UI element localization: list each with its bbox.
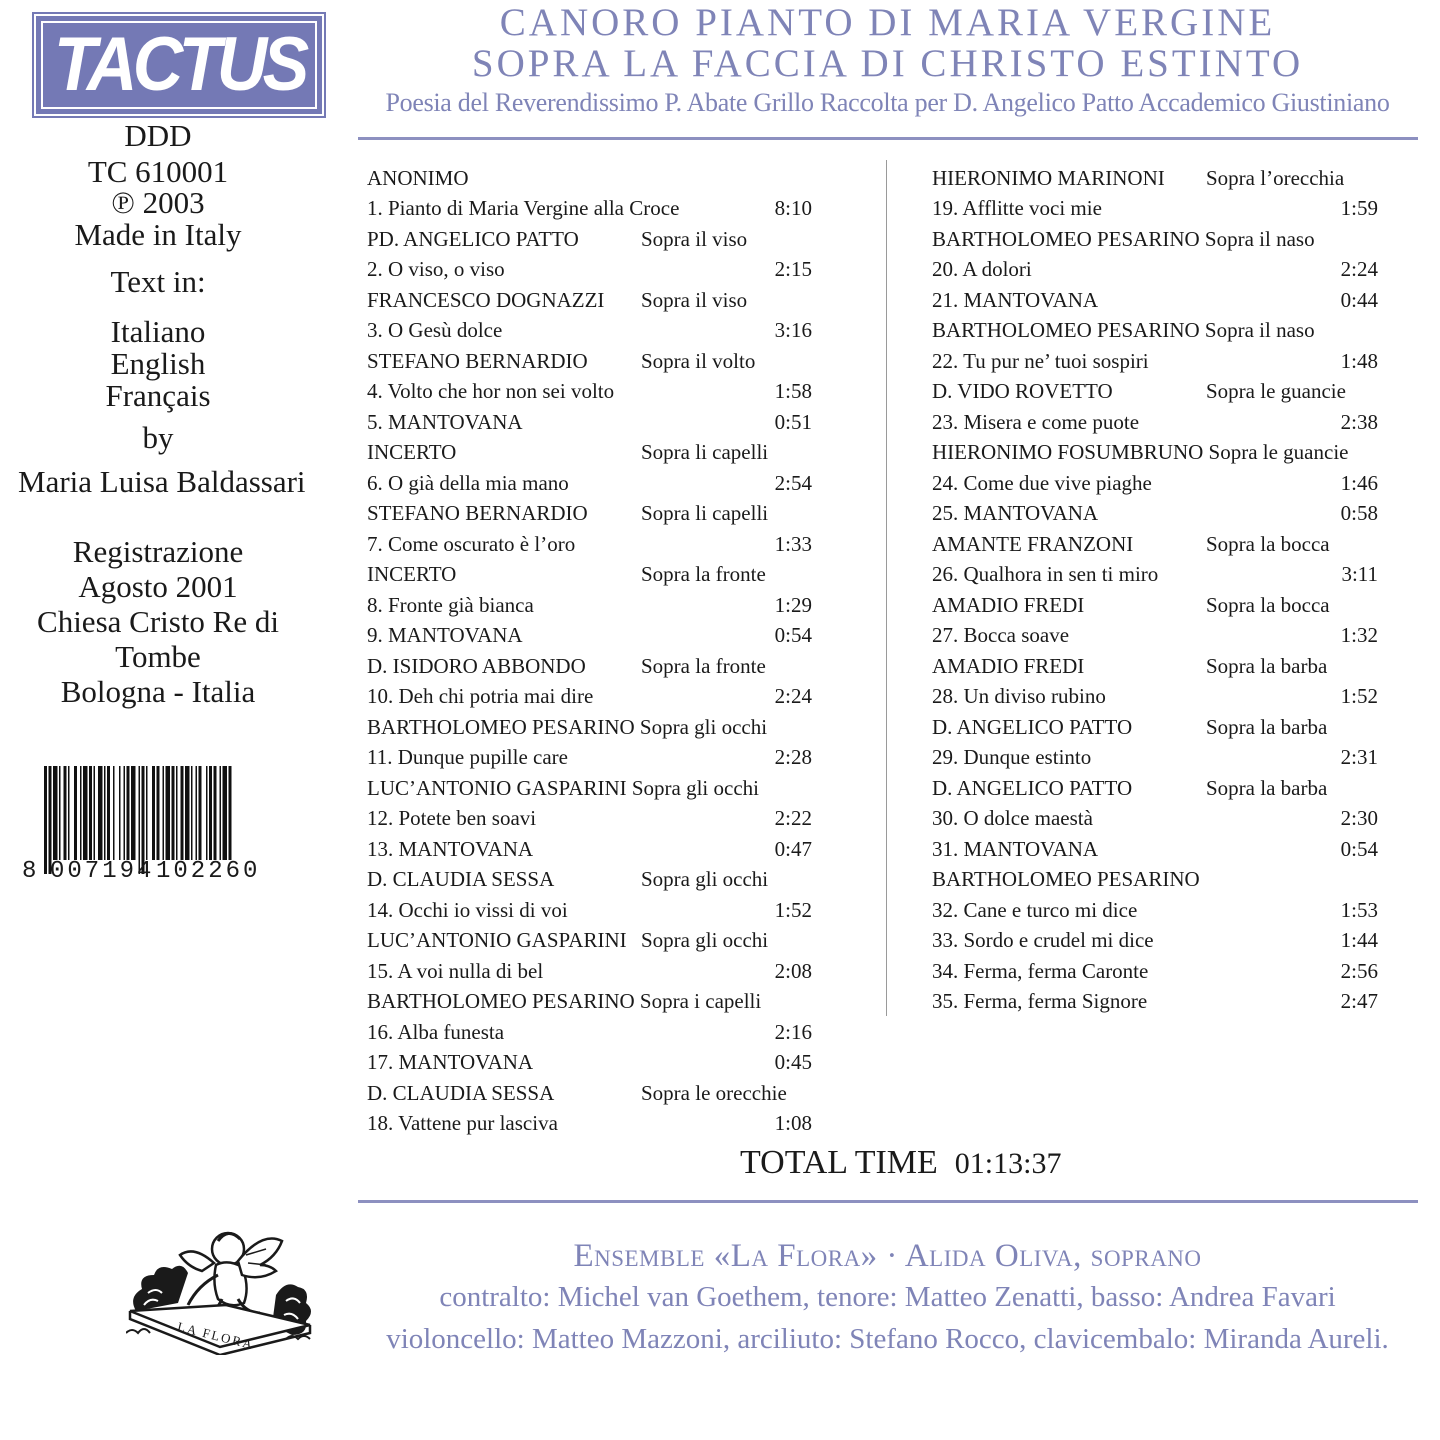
track-duration: 1:52 bbox=[1340, 684, 1378, 708]
language-francais: Français bbox=[105, 378, 211, 413]
track-title: 12. Potete ben soavi bbox=[367, 806, 537, 830]
track-duration: 0:54 bbox=[774, 623, 812, 647]
track-row bbox=[932, 896, 1378, 927]
composer-row bbox=[932, 713, 1378, 744]
composer-name: STEFANO BERNARDIO bbox=[367, 348, 588, 373]
track-title: 28. Un diviso rubino bbox=[932, 684, 1106, 708]
composer-row bbox=[932, 378, 1378, 409]
track-duration: 2:22 bbox=[774, 806, 812, 830]
body-part-label: Sopra il viso bbox=[641, 226, 748, 251]
track-row bbox=[367, 622, 812, 653]
recording-date: Agosto 2001 bbox=[78, 569, 238, 604]
composer-row bbox=[367, 347, 812, 378]
track-duration: 1:08 bbox=[774, 1111, 812, 1135]
track-row bbox=[367, 957, 812, 988]
track-duration: 1:52 bbox=[774, 897, 812, 922]
body-part-label: Sopra la fronte bbox=[641, 653, 766, 678]
composer-name: PD. ANGELICO PATTO bbox=[367, 226, 579, 251]
track-duration: 2:28 bbox=[774, 745, 812, 769]
phono-year: ℗ 2003 bbox=[111, 185, 205, 220]
composer-name: LUC’ANTONIO GASPARINI Sopra gli occhi bbox=[367, 775, 759, 800]
language-english: English bbox=[110, 346, 206, 381]
track-title: 9. MANTOVANA bbox=[367, 623, 523, 647]
track-title: 24. Come due vive piaghe bbox=[932, 470, 1152, 495]
track-title: 30. O dolce maestà bbox=[932, 806, 1093, 830]
track-row bbox=[932, 683, 1378, 714]
track-row bbox=[367, 469, 812, 500]
composer-name: D. ANGELICO PATTO bbox=[932, 775, 1133, 800]
track-duration: 2:24 bbox=[774, 684, 812, 708]
composer-row bbox=[367, 164, 812, 195]
total-time bbox=[740, 1144, 1061, 1182]
track-row bbox=[367, 1110, 812, 1141]
track-duration: 2:15 bbox=[774, 257, 812, 281]
composer-row bbox=[932, 866, 1378, 897]
barcode-digits-group1: 007194 bbox=[50, 858, 155, 885]
composer-row bbox=[932, 591, 1378, 622]
body-part-label: Sopra gli occhi bbox=[641, 867, 769, 891]
track-title: 11. Dunque pupille care bbox=[367, 745, 568, 769]
composer-name: INCERTO bbox=[367, 562, 457, 586]
composer-name: HIERONIMO FOSUMBRUNO Sopra le guancie bbox=[932, 440, 1349, 464]
track-row bbox=[932, 805, 1378, 836]
track-row bbox=[367, 378, 812, 409]
track-title: 4. Volto che hor non sei volto bbox=[367, 379, 615, 403]
barcode bbox=[22, 764, 270, 886]
track-title: 1. Pianto di Maria Vergine alla Croce bbox=[367, 196, 680, 220]
composer-row bbox=[367, 500, 812, 531]
translator-name: Maria Luisa Baldassari bbox=[18, 464, 306, 499]
track-row bbox=[932, 286, 1378, 317]
track-title: 23. Misera e come puote bbox=[932, 409, 1140, 434]
composer-row bbox=[367, 652, 812, 683]
ensemble-credit: Ensemble «La Flora» · Alida Oliva, soprano bbox=[573, 1238, 1202, 1274]
track-title: 20. A dolori bbox=[932, 257, 1032, 281]
album-subtitle: Poesia del Reverendissimo P. Abate Grillo Raccolta per D. Angelico Patto Accademico Giustiniano bbox=[385, 88, 1390, 117]
composer-name: STEFANO BERNARDIO bbox=[367, 501, 588, 525]
composer-row bbox=[367, 713, 812, 744]
body-part-label: Sopra le guancie bbox=[1206, 379, 1346, 403]
composer-name: BARTHOLOMEO PESARINO Sopra il naso bbox=[932, 226, 1315, 251]
track-row bbox=[367, 256, 812, 287]
track-title: 10. Deh chi potria mai dire bbox=[367, 684, 594, 708]
made-in: Made in Italy bbox=[74, 217, 242, 252]
composer-row bbox=[367, 561, 812, 592]
body-part-label: Sopra il viso bbox=[641, 287, 748, 312]
composer-name: D. CLAUDIA SESSA bbox=[367, 867, 555, 891]
composer-name: BARTHOLOMEO PESARINO Sopra il naso bbox=[932, 318, 1315, 342]
voices-credit: contralto: Michel van Goethem, tenore: Matteo Zenatti, basso: Andrea Favari bbox=[439, 1281, 1336, 1313]
track-row bbox=[932, 957, 1378, 988]
tactus-logo bbox=[34, 14, 324, 116]
composer-row bbox=[932, 652, 1378, 683]
body-part-label: Sopra la fronte bbox=[641, 562, 766, 586]
composer-row bbox=[932, 164, 1378, 195]
track-row bbox=[367, 591, 812, 622]
track-title: 27. Bocca soave bbox=[932, 623, 1070, 647]
recording-label: Registrazione bbox=[72, 534, 244, 569]
track-title: 34. Ferma, ferma Caronte bbox=[932, 958, 1149, 983]
track-title: 29. Dunque estinto bbox=[932, 745, 1092, 769]
track-title: 21. MANTOVANA bbox=[932, 287, 1099, 312]
track-duration: 3:11 bbox=[1341, 562, 1378, 586]
release-info bbox=[18, 116, 306, 709]
composer-name: AMANTE FRANZONI bbox=[932, 531, 1134, 556]
track-title: 31. MANTOVANA bbox=[932, 836, 1099, 861]
album-title-line1: CANORO PIANTO DI MARIA VERGINE bbox=[499, 1, 1276, 44]
track-row bbox=[367, 744, 812, 775]
composer-row bbox=[367, 1079, 812, 1110]
track-duration: 1:59 bbox=[1340, 196, 1378, 220]
track-title: 8. Fronte già bianca bbox=[367, 592, 534, 617]
barcode-digits-group2: 102260 bbox=[156, 858, 261, 885]
track-duration: 0:54 bbox=[1340, 836, 1378, 861]
composer-row bbox=[932, 439, 1378, 470]
track-duration: 2:54 bbox=[774, 470, 812, 495]
track-row bbox=[367, 896, 812, 927]
total-time-value: 01:13:37 bbox=[954, 1147, 1062, 1180]
track-duration: 2:31 bbox=[1340, 745, 1378, 769]
track-row bbox=[932, 622, 1378, 653]
track-row bbox=[932, 408, 1378, 439]
track-row bbox=[932, 835, 1378, 866]
column-divider bbox=[886, 160, 887, 1016]
track-title: 35. Ferma, ferma Signore bbox=[932, 989, 1148, 1013]
composer-name: FRANCESCO DOGNAZZI bbox=[367, 287, 605, 312]
body-part-label: Sopra la barba bbox=[1206, 653, 1328, 678]
track-duration: 0:47 bbox=[774, 836, 812, 861]
composer-row bbox=[367, 866, 812, 897]
body-part-label: Sopra le orecchie bbox=[641, 1080, 787, 1105]
composer-row bbox=[367, 439, 812, 470]
language-italiano: Italiano bbox=[110, 314, 206, 349]
body-part-label: Sopra la bocca bbox=[1206, 531, 1330, 556]
body-part-label: Sopra la bocca bbox=[1206, 592, 1330, 617]
track-duration: 0:44 bbox=[1340, 287, 1378, 312]
composer-row bbox=[932, 317, 1378, 348]
tracklist-left bbox=[367, 164, 812, 1140]
track-row bbox=[932, 500, 1378, 531]
composer-row bbox=[932, 530, 1378, 561]
header-divider bbox=[358, 137, 1418, 140]
svg-text:LA FLORA: LA FLORA bbox=[175, 1318, 256, 1353]
track-duration: 1:44 bbox=[1340, 928, 1378, 952]
text-in-label: Text in: bbox=[110, 264, 206, 299]
track-duration: 2:38 bbox=[1340, 409, 1378, 434]
recording-city: Bologna - Italia bbox=[60, 674, 256, 709]
track-duration: 2:30 bbox=[1340, 806, 1378, 830]
track-title: 2. O viso, o viso bbox=[367, 257, 505, 281]
track-title: 15. A voi nulla di bel bbox=[367, 958, 544, 983]
track-title: 14. Occhi io vissi di voi bbox=[367, 897, 568, 922]
track-title: 19. Afflitte voci mie bbox=[932, 196, 1102, 220]
composer-row bbox=[932, 225, 1378, 256]
track-duration: 1:48 bbox=[1340, 348, 1378, 373]
track-duration: 1:53 bbox=[1340, 897, 1378, 922]
track-duration: 2:56 bbox=[1340, 958, 1378, 983]
track-duration: 2:16 bbox=[774, 1019, 812, 1044]
track-title: 13. MANTOVANA bbox=[367, 836, 534, 861]
track-duration: 8:10 bbox=[774, 196, 812, 220]
composer-name: D. ISIDORO ABBONDO bbox=[367, 653, 586, 678]
by-label: by bbox=[142, 420, 174, 455]
footer-divider bbox=[358, 1200, 1418, 1203]
track-row bbox=[367, 683, 812, 714]
track-row bbox=[367, 530, 812, 561]
composer-row bbox=[367, 286, 812, 317]
cherub-emblem-icon bbox=[126, 1215, 316, 1355]
track-duration: 1:32 bbox=[1340, 623, 1378, 647]
body-part-label: Sopra l’orecchia bbox=[1206, 165, 1345, 190]
composer-row bbox=[367, 988, 812, 1019]
track-row bbox=[367, 1018, 812, 1049]
track-row bbox=[932, 256, 1378, 287]
track-title: 3. O Gesù dolce bbox=[367, 318, 503, 342]
track-row bbox=[367, 835, 812, 866]
track-duration: 0:45 bbox=[774, 1050, 812, 1074]
track-title: 7. Come oscurato è l’oro bbox=[367, 531, 576, 556]
track-title: 32. Cane e turco mi dice bbox=[932, 897, 1138, 922]
track-title: 16. Alba funesta bbox=[367, 1019, 505, 1044]
track-duration: 3:16 bbox=[774, 318, 812, 342]
track-duration: 2:24 bbox=[1340, 257, 1378, 281]
track-row bbox=[932, 927, 1378, 958]
ddd-label: DDD bbox=[124, 118, 192, 153]
track-duration: 2:08 bbox=[774, 958, 812, 983]
track-title: 33. Sordo e crudel mi dice bbox=[932, 928, 1154, 952]
track-row bbox=[367, 1049, 812, 1080]
track-row bbox=[932, 195, 1378, 226]
recording-venue: Chiesa Cristo Re di bbox=[37, 604, 279, 639]
track-row bbox=[367, 317, 812, 348]
body-part-label: Sopra li capelli bbox=[641, 440, 769, 464]
track-title: 17. MANTOVANA bbox=[367, 1050, 534, 1074]
body-part-label: Sopra la barba bbox=[1206, 714, 1328, 739]
track-title: 18. Vattene pur lasciva bbox=[367, 1111, 558, 1135]
track-row bbox=[367, 408, 812, 439]
body-part-label: Sopra la barba bbox=[1206, 775, 1328, 800]
track-duration: 0:51 bbox=[774, 409, 812, 434]
composer-name: BARTHOLOMEO PESARINO bbox=[932, 867, 1200, 891]
composer-row bbox=[932, 774, 1378, 805]
track-row bbox=[367, 805, 812, 836]
composer-row bbox=[367, 927, 812, 958]
composer-name: ANONIMO bbox=[367, 165, 469, 190]
track-title: 6. O già della mia mano bbox=[367, 470, 569, 495]
composer-name: BARTHOLOMEO PESARINO Sopra gli occhi bbox=[367, 714, 768, 739]
composer-name: AMADIO FREDI bbox=[932, 653, 1085, 678]
track-duration: 1:29 bbox=[774, 592, 812, 617]
track-row bbox=[932, 988, 1378, 1019]
catalog-number: TC 610001 bbox=[87, 154, 229, 189]
track-duration: 2:47 bbox=[1340, 989, 1378, 1013]
composer-name: BARTHOLOMEO PESARINO Sopra i capelli bbox=[367, 989, 762, 1013]
track-row bbox=[932, 469, 1378, 500]
recording-venue-2: Tombe bbox=[115, 639, 201, 674]
composer-name: INCERTO bbox=[367, 440, 457, 464]
performer-credits bbox=[360, 1236, 1415, 1360]
barcode-digit-first: 8 bbox=[22, 858, 40, 885]
track-row bbox=[932, 347, 1378, 378]
body-part-label: Sopra il volto bbox=[641, 348, 756, 373]
composer-row bbox=[367, 225, 812, 256]
track-title: 26. Qualhora in sen ti miro bbox=[932, 562, 1159, 586]
composer-name: D. ANGELICO PATTO bbox=[932, 714, 1133, 739]
composer-name: LUC’ANTONIO GASPARINI bbox=[367, 928, 627, 952]
tracklist-right bbox=[932, 164, 1378, 1018]
total-time-label: TOTAL TIME bbox=[740, 1144, 938, 1181]
track-title: 5. MANTOVANA bbox=[367, 409, 523, 434]
track-duration: 1:58 bbox=[774, 379, 812, 403]
track-row bbox=[932, 744, 1378, 775]
track-duration: 1:46 bbox=[1340, 470, 1378, 495]
composer-name: AMADIO FREDI bbox=[932, 592, 1085, 617]
instruments-credit: violoncello: Matteo Mazzoni, arciliuto: Stefano Rocco, clavicembalo: Miranda Aureli. bbox=[386, 1323, 1389, 1355]
composer-name: HIERONIMO MARINONI bbox=[932, 165, 1165, 190]
logo-text: TACTUS bbox=[53, 22, 305, 107]
track-row bbox=[367, 195, 812, 226]
body-part-label: Sopra li capelli bbox=[641, 501, 769, 525]
track-duration: 1:33 bbox=[774, 531, 812, 556]
composer-name: D. CLAUDIA SESSA bbox=[367, 1080, 555, 1105]
body-part-label: Sopra gli occhi bbox=[641, 928, 769, 952]
track-duration: 0:58 bbox=[1340, 501, 1378, 525]
track-title: 22. Tu pur ne’ tuoi sospiri bbox=[932, 348, 1149, 373]
composer-row bbox=[367, 774, 812, 805]
track-row bbox=[932, 561, 1378, 592]
track-title: 25. MANTOVANA bbox=[932, 501, 1099, 525]
composer-name: D. VIDO ROVETTO bbox=[932, 379, 1113, 403]
album-title-line2: SOPRA LA FACCIA DI CHRISTO ESTINTO bbox=[471, 42, 1304, 85]
